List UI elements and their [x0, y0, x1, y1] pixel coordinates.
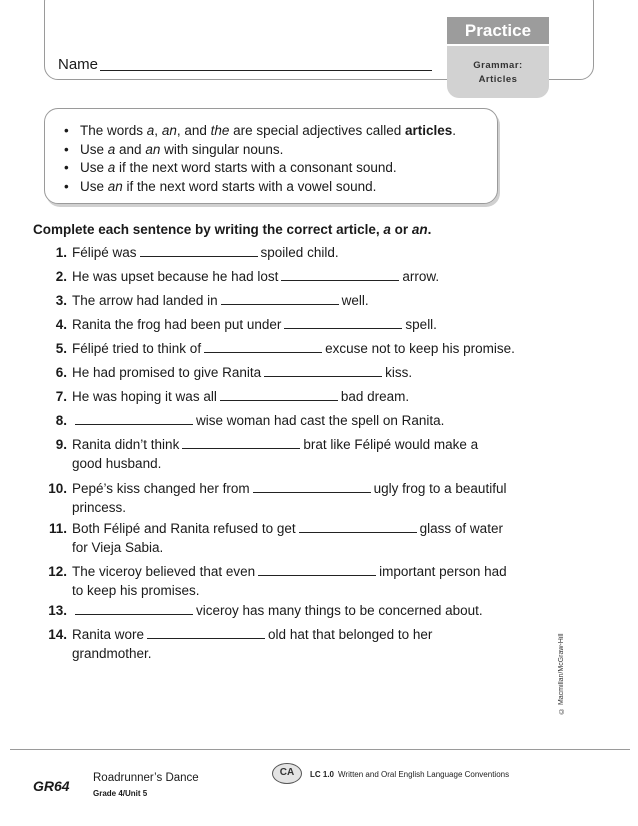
- exercise-item: [33, 291, 369, 310]
- sentence-end: bad dream.: [340, 389, 410, 404]
- item-number: 7.: [55, 389, 67, 404]
- instructions: [33, 222, 431, 237]
- exercise-item: [33, 479, 506, 517]
- sentence-end: glass of water: [419, 521, 503, 536]
- sentence-end: arrow.: [402, 269, 440, 284]
- sentence-end: viceroy has many things to be concerned about.: [196, 603, 483, 618]
- sentence-continuation: for Vieja Sabia.: [72, 540, 164, 555]
- sentence-start: He was upset because he had lost: [72, 269, 279, 284]
- rule-item: • Use an if the next word starts with a vowel sound.: [64, 178, 456, 197]
- answer-blank[interactable]: [221, 293, 339, 305]
- exercise-line: [33, 435, 478, 454]
- sentence-end: well.: [341, 293, 369, 308]
- answer-blank[interactable]: [264, 365, 382, 377]
- item-number: 11.: [48, 521, 67, 536]
- exercise-item: [33, 267, 439, 286]
- exercise-line: [33, 562, 507, 581]
- item-number: 4.: [55, 317, 67, 332]
- sentence-end: old hat that belonged to her: [268, 627, 433, 642]
- exercise-item: [33, 435, 478, 473]
- answer-blank[interactable]: [140, 245, 258, 257]
- answer-blank[interactable]: [75, 413, 193, 425]
- exercise-line: [33, 363, 412, 382]
- answer-blank[interactable]: [253, 481, 371, 493]
- exercise-line: [33, 291, 369, 310]
- name-label: Name: [58, 56, 99, 73]
- item-number: 5.: [55, 341, 67, 356]
- exercise-item: [33, 411, 444, 430]
- footer-divider: [10, 749, 630, 750]
- exercise-line: [33, 267, 439, 286]
- sentence-continuation: to keep his promises.: [72, 583, 200, 598]
- answer-blank[interactable]: [147, 627, 265, 639]
- book-title: Roadrunner’s Dance: [93, 772, 199, 784]
- sentence-continuation: good husband.: [72, 456, 162, 471]
- sentence-start: Ranita wore: [72, 627, 145, 642]
- exercise-line: [33, 387, 409, 406]
- exercise-line: [33, 411, 444, 430]
- sentence-continuation: princess.: [72, 500, 127, 515]
- standard-text: Written and Oral English Language Conventions: [338, 770, 510, 779]
- rule-emphasis: an: [161, 123, 177, 138]
- exercise-item: [33, 339, 515, 358]
- subject-line-2: Articles: [478, 74, 518, 85]
- item-number: 2.: [55, 269, 67, 284]
- rules-list: [64, 122, 456, 196]
- sentence-start: The viceroy believed that even: [72, 564, 256, 579]
- sentence-start: Félipé tried to think of: [72, 341, 202, 356]
- sentence-end: wise woman had cast the spell on Ranita.: [196, 413, 445, 428]
- answer-blank[interactable]: [258, 564, 376, 576]
- instructions-or: or: [390, 222, 412, 237]
- rule-item: • Use a if the next word starts with a consonant sound.: [64, 159, 456, 178]
- subject-line-1: Grammar:: [473, 60, 523, 71]
- answer-blank[interactable]: [299, 521, 417, 533]
- ca-standard-icon: CA: [272, 763, 302, 784]
- exercise-item: [33, 387, 409, 406]
- exercise-item: [33, 363, 412, 382]
- answer-blank[interactable]: [204, 341, 322, 353]
- practice-tab: Practice: [447, 17, 549, 44]
- sentence-start: Félipé was: [72, 245, 137, 260]
- rule-item: • The words a, an, and the are special adjectives called articles.: [64, 122, 456, 141]
- sentence-continuation: grandmother.: [72, 646, 152, 661]
- sentence-end: spoiled child.: [260, 245, 339, 260]
- sentence-start: The arrow had landed in: [72, 293, 218, 308]
- rule-emphasis: an: [107, 178, 123, 194]
- sentence-end: important person had: [379, 564, 507, 579]
- instructions-option-a: a: [383, 222, 391, 237]
- sentence-start: Ranita didn’t think: [72, 437, 180, 452]
- sentence-end: excuse not to keep his promise.: [325, 341, 515, 356]
- answer-blank[interactable]: [75, 603, 193, 615]
- instructions-option-an: an: [411, 222, 428, 237]
- exercise-item: [33, 315, 437, 334]
- rule-emphasis: a: [146, 123, 155, 138]
- standard-code: LC 1.0: [310, 770, 335, 779]
- exercise-line: [33, 601, 483, 620]
- item-number: 3.: [55, 293, 67, 308]
- answer-blank[interactable]: [281, 269, 399, 281]
- rule-emphasis: the: [210, 123, 230, 138]
- page-code: GR64: [33, 778, 70, 794]
- sentence-start: Pepé’s kiss changed her from: [72, 481, 250, 496]
- subject-tab: [447, 46, 549, 98]
- sentence-end: kiss.: [385, 365, 413, 380]
- sentence-end: brat like Félipé would make a: [303, 437, 479, 452]
- sentence-end: spell.: [405, 317, 437, 332]
- exercise-line: [33, 243, 339, 262]
- answer-blank[interactable]: [182, 437, 300, 449]
- exercise-item: [33, 562, 507, 600]
- rule-emphasis: an: [145, 141, 161, 157]
- item-number: 13.: [48, 603, 67, 618]
- exercise-line: [33, 479, 506, 498]
- exercise-item: [33, 625, 432, 663]
- standard-label: [310, 770, 509, 779]
- sentence-start: Ranita the frog had been put under: [72, 317, 282, 332]
- answer-blank[interactable]: [220, 389, 338, 401]
- item-number: 14.: [48, 627, 67, 642]
- item-number: 12.: [48, 564, 67, 579]
- sentence-start: He was hoping it was all: [72, 389, 217, 404]
- item-number: 8.: [55, 413, 67, 428]
- rule-emphasis: a: [107, 160, 116, 175]
- copyright: © Macmillan/McGraw-Hill: [558, 633, 565, 714]
- sentence-start: Both Félipé and Ranita refused to get: [72, 521, 296, 536]
- exercise-item: [33, 243, 339, 262]
- book-grade: Grade 4/Unit 5: [93, 789, 148, 798]
- exercise-item: [33, 519, 503, 557]
- rule-item: • Use a and an with singular nouns.: [64, 141, 456, 160]
- exercise-line: [33, 315, 437, 334]
- answer-blank[interactable]: [284, 317, 402, 329]
- rule-emphasis: a: [107, 141, 116, 157]
- sentence-end: ugly frog to a beautiful: [373, 481, 507, 496]
- name-field[interactable]: [100, 70, 432, 71]
- item-number: 6.: [55, 365, 67, 380]
- item-number: 1.: [55, 245, 67, 260]
- instructions-text: Complete each sentence by writing the correct article,: [33, 222, 384, 237]
- exercise-line: [33, 339, 515, 358]
- rule-keyword: articles: [405, 123, 453, 138]
- instructions-end: .: [427, 222, 432, 237]
- exercise-line: [33, 519, 503, 538]
- item-number: 10.: [48, 481, 67, 496]
- item-number: 9.: [55, 437, 67, 452]
- exercise-line: [33, 625, 432, 644]
- exercise-item: [33, 601, 483, 620]
- sentence-start: He had promised to give Ranita: [72, 365, 262, 380]
